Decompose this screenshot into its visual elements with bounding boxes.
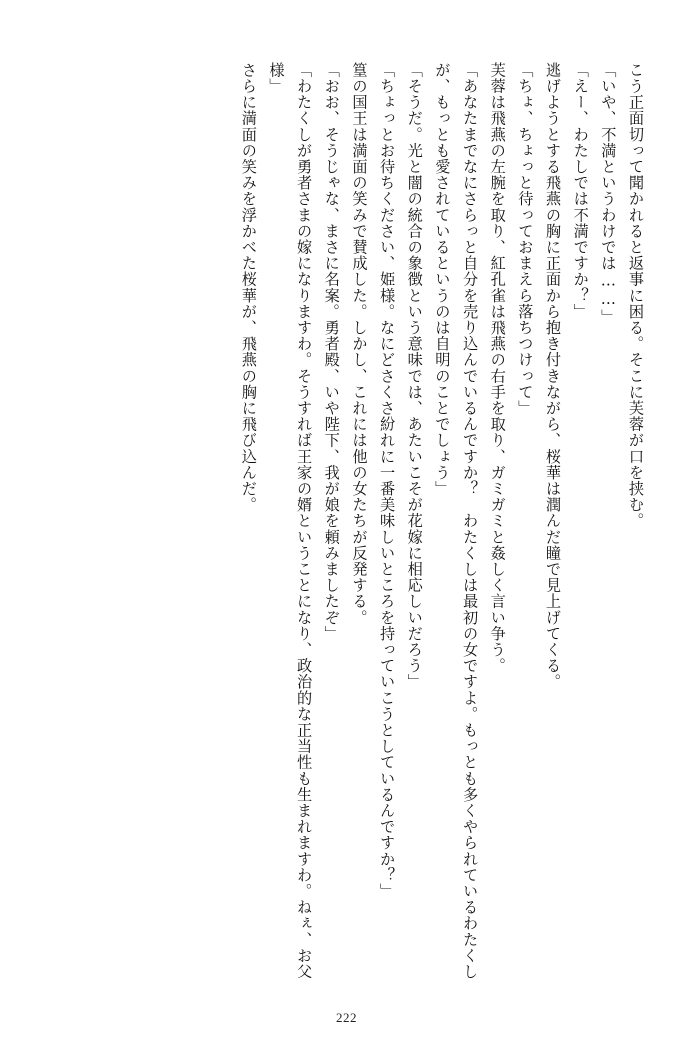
- paragraph: 「ちょっとお待ちください、姫様。なにどさくさ紛れに一番美味しいところを持っていこうとしているんですか？」: [378, 62, 397, 900]
- paragraph: 「わたくしが勇者さまの嫁になりますわ。そうすれば王家の婿ということになり、政治的な正当性も生まれますわ。ねぇ、お父様」: [267, 62, 314, 980]
- paragraph: 「いや、不満というわけでは……」: [599, 62, 618, 326]
- vertical-text-body: [44, 62, 649, 982]
- paragraph: 「おお、そうじゃな、まさに名案。勇者殿、いや陛下、我が娘を頼みましたぞ」: [322, 62, 341, 642]
- page-number: 222: [336, 1010, 357, 1025]
- paragraph: こう正面切って聞かれると返事に困る。そこに芙蓉が口を挟む。: [627, 62, 645, 529]
- paragraph: 「ちょ、ちょっと待っておまえら落ちつけって」: [516, 62, 535, 417]
- paragraph: さらに満面の笑みを浮かべた桜華が、飛燕の胸に飛び込んだ。: [239, 62, 258, 513]
- paragraph: 「あなたまでなにさらっと自分を売り込んでいるんですか？ わたくしは最初の女ですよ。もっとも多くやられているわたくしが、もっとも愛されているというのは自明のことでしょう」: [433, 62, 480, 980]
- paragraph: 「そうだ。光と闇の統合の象徴という意味では、あたいこそが花嫁に相応しいだろう」: [405, 62, 424, 690]
- paragraph: 逃げようとする飛燕の胸に正面から抱き付きながら、桜華は潤んだ瞳で見上げてくる。: [544, 62, 563, 690]
- paragraph: 篁の国王は満面の笑みで賛成した。しかし、これには他の女たちが反発する。: [350, 62, 369, 626]
- paragraph: 「えー、わたしでは不満ですか？」: [571, 62, 590, 320]
- paragraph: 芙蓉は飛燕の左腕を取り、紅孔雀は飛燕の右手を取り、ガミガミと姦しく言い争う。: [488, 62, 507, 674]
